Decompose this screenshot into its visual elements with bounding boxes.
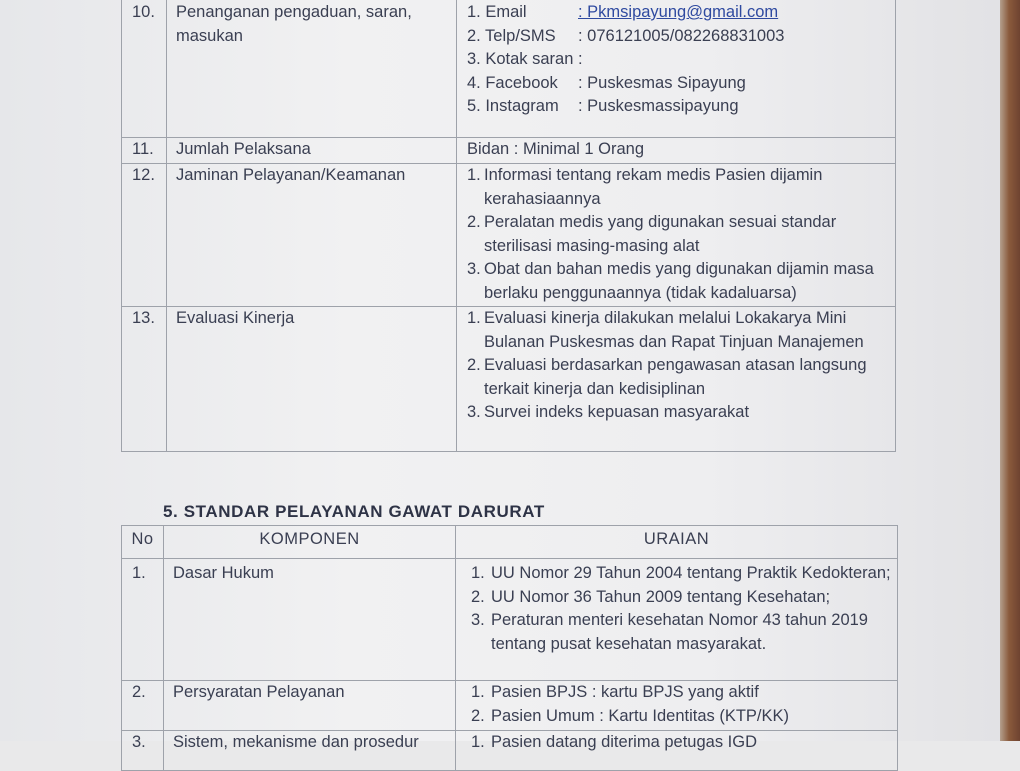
- list-item: [471, 562, 897, 586]
- list-item: [471, 586, 897, 610]
- item-number: 1.: [471, 683, 485, 701]
- list-item: [467, 164, 895, 211]
- table-row: [122, 138, 896, 164]
- item-number: 1.: [467, 309, 481, 327]
- item-text: Informasi tentang rekam medis Pasien dijamin kerahasiaannya: [484, 166, 823, 208]
- list-item: [467, 307, 895, 354]
- description-cell: [456, 731, 898, 771]
- description-cell: [457, 164, 896, 307]
- table-edge-background: [1000, 0, 1020, 741]
- item-number: 2.: [467, 356, 481, 374]
- row-number: 1.: [122, 559, 164, 681]
- contact-value: : 076121005/082268831003: [578, 26, 785, 45]
- component-cell: Dasar Hukum: [164, 559, 456, 681]
- item-number: 3.: [467, 403, 481, 421]
- component-cell: Sistem, mekanisme dan prosedur: [164, 731, 456, 771]
- list-item: [467, 48, 895, 72]
- table-row: [122, 307, 896, 452]
- row-number: 10.: [122, 0, 167, 138]
- list-item: [471, 731, 897, 755]
- contact-label: 1. Email: [467, 3, 527, 21]
- item-text: Evaluasi berdasarkan pengawasan atasan langsung terkait kinerja dan kedisiplinan: [484, 356, 867, 398]
- item-number: 3.: [467, 260, 481, 278]
- item-text: Pasien datang diterima petugas IGD: [491, 733, 757, 751]
- contact-label: 2. Telp/SMS: [467, 26, 556, 45]
- list-item: [467, 1, 895, 25]
- component-cell: Evaluasi Kinerja: [167, 307, 457, 452]
- description-cell: Bidan : Minimal 1 Orang: [457, 138, 896, 164]
- item-number: 3.: [471, 611, 485, 629]
- table-row: [122, 0, 896, 138]
- table-header-row: [122, 526, 898, 559]
- list-item: [467, 258, 895, 305]
- item-number: 2.: [471, 706, 485, 725]
- contact-label: 5. Instagram: [467, 97, 559, 115]
- item-text: Pasien BPJS : kartu BPJS yang aktif: [491, 683, 759, 701]
- item-number: 1.: [471, 564, 485, 582]
- item-text: UU Nomor 29 Tahun 2004 tentang Praktik Kedokteran;: [491, 564, 891, 582]
- table-row: [122, 164, 896, 307]
- item-text: Obat dan bahan medis yang digunakan dijamin masa berlaku penggunaannya (tidak kadaluarsa): [484, 260, 874, 302]
- table-row: [122, 681, 898, 731]
- header-no: No: [122, 526, 164, 559]
- list-item: [471, 681, 897, 705]
- list-item: [467, 25, 895, 49]
- emergency-service-standard-table: [121, 525, 898, 771]
- component-cell: Jumlah Pelaksana: [167, 138, 457, 164]
- row-number: 3.: [122, 731, 164, 771]
- description-cell: [456, 681, 898, 731]
- contact-value: : Puskesmas Sipayung: [578, 73, 746, 92]
- row-number: 2.: [122, 681, 164, 731]
- description-cell: [456, 559, 898, 681]
- item-number: 2.: [467, 213, 481, 231]
- contact-label: 4. Facebook: [467, 73, 558, 92]
- contact-label: 3. Kotak saran :: [467, 50, 583, 68]
- item-number: 1.: [471, 733, 485, 751]
- header-komponen: KOMPONEN: [164, 526, 456, 559]
- item-text: Peraturan menteri kesehatan Nomor 43 tahun 2019 tentang pusat kesehatan masyarakat.: [491, 611, 868, 653]
- header-uraian: URAIAN: [456, 526, 898, 559]
- list-item: [467, 72, 895, 96]
- component-cell: Persyaratan Pelayanan: [164, 681, 456, 731]
- email-link[interactable]: : Pkmsipayung@gmail.com: [578, 3, 779, 21]
- list-item: [467, 211, 895, 258]
- component-cell: Jaminan Pelayanan/Keamanan: [167, 164, 457, 307]
- table-row: [122, 559, 898, 681]
- component-cell: Penanganan pengaduan, saran, masukan: [167, 0, 457, 138]
- list-item: [467, 401, 895, 425]
- row-number: 13.: [122, 307, 167, 452]
- item-number: 1.: [467, 166, 481, 184]
- list-item: [471, 705, 897, 729]
- item-text: UU Nomor 36 Tahun 2009 tentang Kesehatan;: [491, 587, 831, 606]
- description-cell: [457, 307, 896, 452]
- item-text: Pasien Umum : Kartu Identitas (KTP/KK): [491, 706, 790, 725]
- row-number: 12.: [122, 164, 167, 307]
- item-text: Evaluasi kinerja dilakukan melalui Lokakarya Mini Bulanan Puskesmas dan Rapat Tinjuan Manajemen: [484, 309, 864, 351]
- row-number: 11.: [122, 138, 167, 164]
- table-row: [122, 731, 898, 771]
- item-number: 2.: [471, 587, 485, 606]
- list-item: [471, 609, 897, 656]
- contact-value: : Puskesmassipayung: [578, 97, 739, 115]
- section-title: 5. STANDAR PELAYANAN GAWAT DARURAT: [163, 502, 545, 521]
- list-item: [467, 354, 895, 401]
- service-standard-table-continued: [121, 0, 896, 452]
- description-cell: [457, 0, 896, 138]
- item-text: Survei indeks kepuasan masyarakat: [484, 403, 750, 421]
- list-item: [467, 95, 895, 119]
- item-text: Peralatan medis yang digunakan sesuai standar sterilisasi masing-masing alat: [484, 213, 837, 255]
